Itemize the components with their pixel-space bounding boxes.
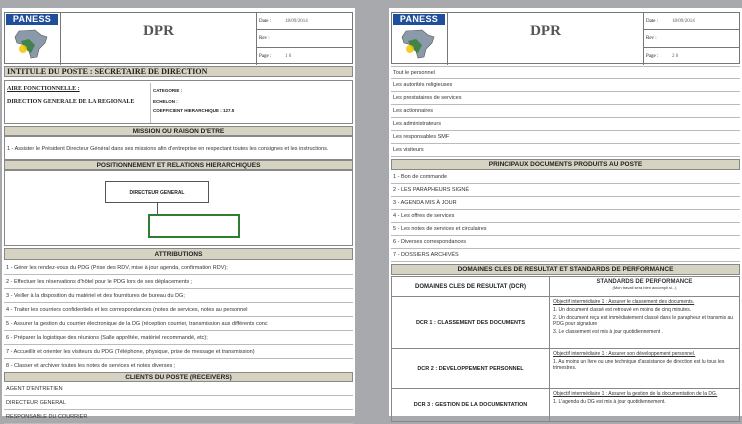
rev-label: Rev :	[259, 35, 270, 41]
document-item: 3 - AGENDA MIS À JOUR	[391, 197, 740, 210]
date-value: 18/09/2014	[672, 18, 695, 24]
dcr-name: DCR 3 : GESTION DE LA DOCUMENTATION	[392, 389, 550, 421]
mission-band: MISSION OU RAISON D'ETRE	[4, 126, 353, 136]
categorie-label: CATEGORIE :	[153, 88, 183, 93]
attribution-item: 5 - Assurer la gestion du courrier électronique de la DG (réception courrier, transmission aux différents conc	[4, 317, 353, 331]
dcr-row	[392, 389, 739, 421]
dcr-header-row	[392, 277, 739, 297]
date-label: Date :	[646, 18, 659, 24]
attribution-item: 6 - Préparer la logistique des réunions (Salle apprêtée, matériel recommandé, etc);	[4, 331, 353, 345]
intitule-band: INTITULE DU POSTE : SECRETAIRE DE DIRECTION	[4, 66, 353, 77]
dcr-standards: Objectif intermédiaire 1 : Assurer la gestion de la documentation de la DG. 1. L'agenda du DG est mis à jour quotidiennement.	[553, 391, 718, 405]
dcr-name: DCR 1 : CLASSEMENT DES DOCUMENTS	[392, 297, 550, 348]
attribution-item: 1 - Gérer les rendez-vous du PDG (Prise des RDV, mise à jour agenda, confirmation RDV);	[4, 261, 353, 275]
attribution-item: 4 - Traiter les courriers confidentiels et les correspondances (notes de services, notes au personnel	[4, 303, 353, 317]
client-item: Les visiteurs	[391, 144, 740, 157]
documents-band: PRINCIPAUX DOCUMENTS PRODUITS AU POSTE	[391, 159, 740, 170]
header-meta	[644, 13, 739, 65]
africa-map-icon	[398, 27, 440, 61]
client-item: AGENT D'ENTRETIEN	[4, 382, 353, 396]
client-item: Les responsables SMF	[391, 131, 740, 144]
date-value: 18/09/2014	[285, 18, 308, 24]
client-item: Les actionnaires	[391, 105, 740, 118]
date-label: Date :	[259, 18, 272, 24]
org-box-directeur: DIRECTEUR GENERAL	[105, 181, 209, 203]
client-item: Les administrateurs	[391, 118, 740, 131]
aire-label: AIRE FONCTIONNELLE :	[7, 86, 80, 92]
header-meta	[257, 13, 352, 65]
document-page-1	[2, 8, 355, 420]
client-item: DIRECTEUR GENERAL	[4, 396, 353, 410]
logo-text: PANESS	[393, 14, 445, 25]
dcr-name: DCR 2 : DEVELOPPEMENT PERSONNEL	[392, 349, 550, 388]
document-item: 4 - Les offres de services	[391, 210, 740, 223]
mission-text: 1 - Assister le Président Directeur Général dans ses missions afin d'entreprise en respectant toutes les consignes et les instructions.	[4, 136, 353, 160]
aire-value: DIRECTION GENERALE DE LA REGIONALE	[7, 99, 135, 105]
dcr-header-left: DOMAINES CLES DE RESULTAT (DCR)	[392, 277, 550, 296]
document-item: 1 - Bon de commande	[391, 171, 740, 184]
positionnement-band: POSITIONNEMENT ET RELATIONS HIERARCHIQUES	[4, 160, 353, 170]
attribution-item: 2 - Effectuer les réservations d'hôtel pour le PDG lors de ses déplacements ;	[4, 275, 353, 289]
aire-box	[4, 80, 353, 124]
page-header	[4, 12, 353, 64]
echelon-label: ECHELON :	[153, 99, 178, 104]
dcr-header-right: STANDARDS DE PERFORMANCE (Mon travail sera bien accompli si...)	[596, 279, 693, 290]
client-item: Les autorités religieuses	[391, 79, 740, 92]
page-label: Page :	[646, 53, 659, 59]
doc-title: DPR	[448, 13, 644, 65]
coefficient-label: COEFFICIENT HIERARCHIQUE : 127.5	[153, 108, 235, 113]
logo-text: PANESS	[6, 14, 58, 25]
org-chart	[4, 170, 353, 246]
document-item: 7 - DOSSIERS ARCHIVÉS	[391, 249, 740, 262]
clients-band: CLIENTS DU POSTE (RECEIVERS)	[4, 372, 353, 382]
page-header	[391, 12, 740, 64]
paness-logo	[5, 13, 61, 65]
attribution-item: 7 - Accueillir et orienter les visiteurs du PDG (Téléphone, physique, prise de message et transmission)	[4, 345, 353, 359]
dcr-standards: Objectif intermédiaire 1 : Assurer son développement personnel. 1. Au moins un livre ou une technique d'assistance de direction est lu tous les trimestres.	[553, 351, 725, 371]
page-value: 2 6	[672, 53, 679, 59]
africa-map-icon	[11, 27, 53, 61]
attribution-item: 3 - Veiller à la disposition du matériel et des fournitures de bureau du DG;	[4, 289, 353, 303]
attribution-item: 8 - Classer et archiver toutes les notes de services et notes diverses ;	[4, 359, 353, 373]
client-item: Les prestataires de services	[391, 92, 740, 105]
document-item: 2 - LES PARAPHEURS SIGNÉ	[391, 184, 740, 197]
domaines-band: DOMAINES CLES DE RESULTAT ET STANDARDS DE PERFORMANCE	[391, 264, 740, 275]
dcr-standards: Objectif intermédiaire 1 : Assurer le classement des documents. 1. Un document classé est retrouvé en moins de cinq minutes. 2. Un document reçu est immédiatement classé dans le parapheur et transmis au PDG pour signature 3. Le classement est mis à jour quotidiennement .	[553, 299, 734, 335]
document-page-2	[389, 8, 742, 416]
document-item: 6 - Diverses correspondances	[391, 236, 740, 249]
client-item: Tout le personnel	[391, 66, 740, 79]
page-label: Page :	[259, 53, 272, 59]
dcr-row	[392, 349, 739, 389]
org-box-secretaire	[148, 214, 240, 238]
attributions-band: ATTRIBUTIONS	[4, 248, 353, 260]
doc-title: DPR	[61, 13, 257, 65]
document-item: 5 - Les notes de services et circulaires	[391, 223, 740, 236]
paness-logo	[392, 13, 448, 65]
dcr-row	[392, 297, 739, 349]
dcr-table	[391, 276, 740, 422]
rev-label: Rev :	[646, 35, 657, 41]
page-value: 1 6	[285, 53, 292, 59]
client-item: RESPONSABLE DU COURRIER	[4, 410, 353, 424]
